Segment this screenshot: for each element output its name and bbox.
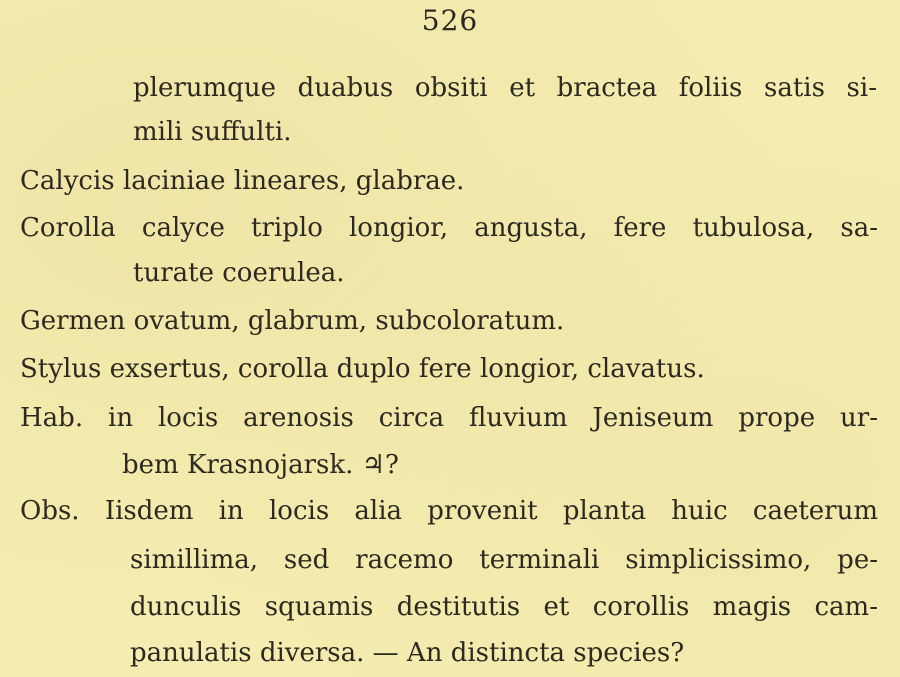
text-line-11: simillima, sed racemo terminali simplicissimo, pe- [130, 545, 878, 575]
text-line-5: turate coerulea. [133, 258, 345, 288]
text-line-9: bem Krasnojarsk. ♃? [122, 450, 399, 480]
text-line-stylus: Stylus exsertus, corolla duplo fere longior, clavatus. [20, 354, 705, 384]
text-line-13: panulatis diversa. — An distincta species? [130, 638, 685, 668]
page-number: 526 [421, 4, 479, 37]
text-line-habitat: Hab. in locis arenosis circa fluvium Jeniseum prope ur- [20, 403, 878, 433]
text-line-2: mili suffulti. [133, 117, 292, 147]
text-line-12: dunculis squamis destitutis et corollis magis cam- [130, 592, 878, 622]
text-line-1: plerumque duabus obsiti et bractea foliis satis si- [133, 73, 877, 103]
text-line-calycis: Calycis laciniae lineares, glabrae. [20, 166, 465, 196]
text-line-observation: Obs. Iisdem in locis alia provenit planta huic caeterum [20, 496, 878, 526]
text-line-germen: Germen ovatum, glabrum, subcoloratum. [20, 306, 565, 336]
text-line-corolla: Corolla calyce triplo longior, angusta, fere tubulosa, sa- [20, 213, 878, 243]
